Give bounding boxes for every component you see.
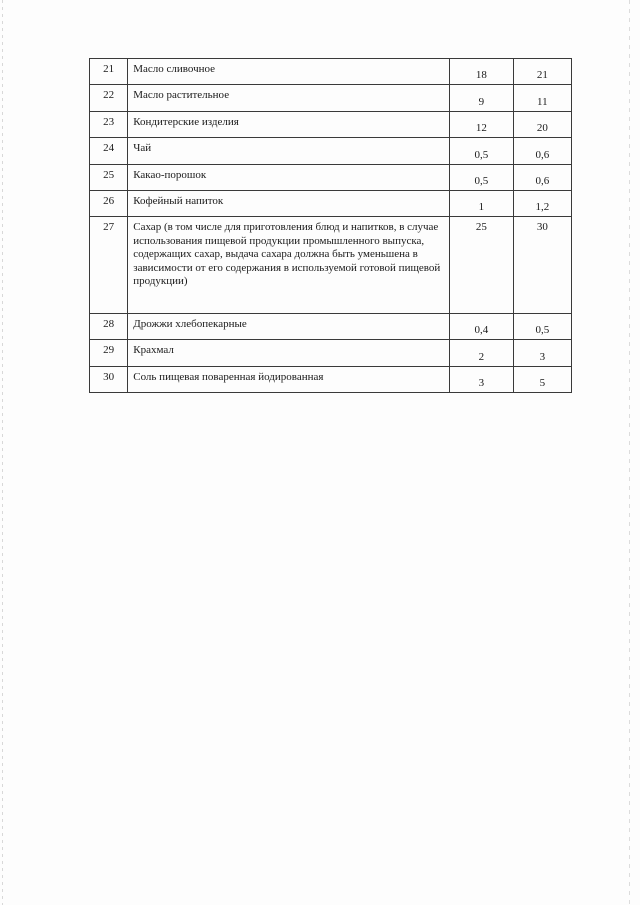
row-number: 28 (90, 314, 128, 340)
norm-value-1: 12 (450, 112, 513, 138)
norm-value-2: 30 (513, 217, 571, 314)
norm-value-1: 2 (450, 340, 513, 367)
norm-value-2: 0,5 (513, 314, 571, 340)
scan-edge-left (2, 0, 3, 905)
table-row (90, 85, 572, 112)
table-row (90, 165, 572, 191)
row-number: 23 (90, 112, 128, 138)
table-row (90, 59, 572, 85)
row-number: 24 (90, 138, 128, 165)
product-name: Чай (128, 138, 450, 165)
table-row (90, 138, 572, 165)
norm-value-1: 9 (450, 85, 513, 112)
row-number: 22 (90, 85, 128, 112)
table-row (90, 217, 572, 314)
norm-value-2: 21 (513, 59, 571, 85)
norm-value-1: 18 (450, 59, 513, 85)
norm-value-2: 0,6 (513, 165, 571, 191)
norm-value-1: 3 (450, 367, 513, 393)
food-norms-table (89, 58, 572, 393)
scan-edge-right (629, 0, 630, 905)
table-row (90, 191, 572, 217)
product-name: Дрожжи хлебопекарные (128, 314, 450, 340)
norm-value-1: 0,5 (450, 165, 513, 191)
norm-value-2: 20 (513, 112, 571, 138)
norm-value-1: 25 (450, 217, 513, 314)
row-number: 21 (90, 59, 128, 85)
product-name: Соль пищевая поваренная йодированная (128, 367, 450, 393)
row-number: 26 (90, 191, 128, 217)
norm-value-2: 1,2 (513, 191, 571, 217)
norm-value-2: 11 (513, 85, 571, 112)
product-name: Какао-порошок (128, 165, 450, 191)
row-number: 30 (90, 367, 128, 393)
norm-value-1: 0,5 (450, 138, 513, 165)
row-number: 29 (90, 340, 128, 367)
norm-value-1: 0,4 (450, 314, 513, 340)
row-number: 25 (90, 165, 128, 191)
norm-value-2: 0,6 (513, 138, 571, 165)
norm-value-2: 3 (513, 340, 571, 367)
product-name: Крахмал (128, 340, 450, 367)
product-name: Масло сливочное (128, 59, 450, 85)
product-name: Кофейный напиток (128, 191, 450, 217)
product-name: Масло растительное (128, 85, 450, 112)
table-row (90, 314, 572, 340)
norm-value-1: 1 (450, 191, 513, 217)
table-row (90, 367, 572, 393)
table-row (90, 112, 572, 138)
product-name: Кондитерские изделия (128, 112, 450, 138)
product-name: Сахар (в том числе для приготовления блюд и напитков, в случае использования пищевой продукции промышленного выпуска, содержащих сахар, выдача сахара должна быть уменьшена в зависимости от его содержания в используемой готовой пищевой продукции) (128, 217, 450, 314)
table-row (90, 340, 572, 367)
row-number: 27 (90, 217, 128, 314)
norm-value-2: 5 (513, 367, 571, 393)
